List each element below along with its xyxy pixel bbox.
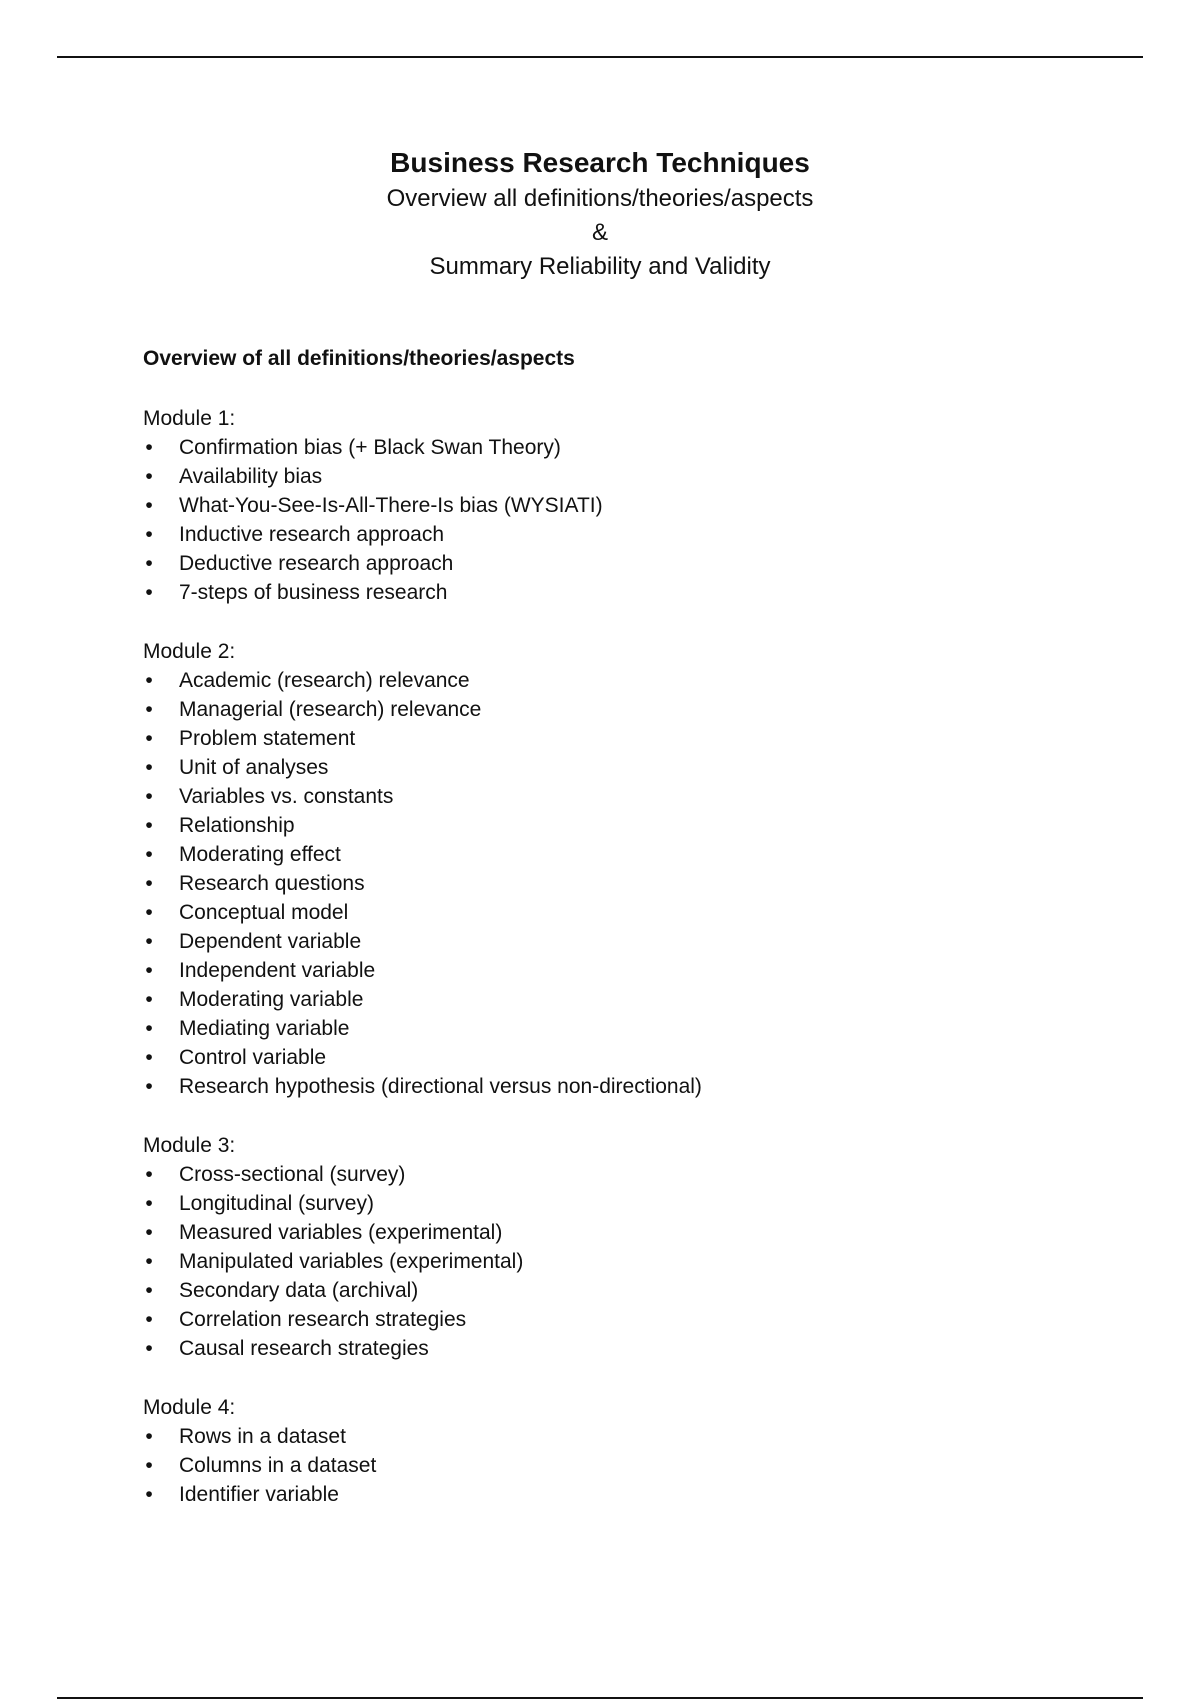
list-item	[143, 462, 1123, 491]
list-item	[143, 549, 1123, 578]
bullet-list	[143, 666, 1123, 1101]
list-item-text: Confirmation bias (+ Black Swan Theory)	[179, 436, 561, 459]
module-section	[143, 1131, 1123, 1363]
list-item	[143, 1480, 1123, 1509]
list-item	[143, 520, 1123, 549]
bullet-icon: •	[145, 1075, 153, 1098]
list-item-text: Variables vs. constants	[179, 785, 394, 808]
list-item	[143, 1072, 1123, 1101]
list-item-text: Causal research strategies	[179, 1337, 429, 1360]
list-item	[143, 491, 1123, 520]
module-title: Module 3:	[143, 1134, 236, 1157]
list-item-text: Relationship	[179, 814, 295, 837]
document-body	[143, 344, 1123, 1539]
bullet-icon: •	[145, 1279, 153, 1302]
bullet-icon: •	[145, 1192, 153, 1215]
bullet-icon: •	[145, 669, 153, 692]
list-item-text: Inductive research approach	[179, 523, 444, 546]
list-item	[143, 869, 1123, 898]
list-item	[143, 1422, 1123, 1451]
module-title: Module 1:	[143, 407, 236, 430]
list-item-text: Research questions	[179, 872, 365, 895]
bullet-icon: •	[145, 1163, 153, 1186]
list-item	[143, 1451, 1123, 1480]
list-item	[143, 753, 1123, 782]
list-item	[143, 578, 1123, 607]
header-rule	[57, 56, 1143, 58]
list-item	[143, 1276, 1123, 1305]
bullet-icon: •	[145, 727, 153, 750]
document-title: Business Research Techniques	[390, 147, 810, 178]
list-item-text: Control variable	[179, 1046, 327, 1069]
bullet-icon: •	[145, 1017, 153, 1040]
bullet-icon: •	[145, 959, 153, 982]
list-item	[143, 1014, 1123, 1043]
list-item	[143, 811, 1123, 840]
bullet-icon: •	[145, 872, 153, 895]
list-item	[143, 1160, 1123, 1189]
bullet-icon: •	[145, 494, 153, 517]
bullet-icon: •	[145, 930, 153, 953]
list-item-text: Cross-sectional (survey)	[179, 1163, 406, 1186]
bullet-icon: •	[145, 552, 153, 575]
bullet-icon: •	[145, 698, 153, 721]
list-item-text: Columns in a dataset	[179, 1454, 377, 1477]
document-subtitle-secondary: Summary Reliability and Validity	[429, 253, 771, 280]
list-item-text: Independent variable	[179, 959, 376, 982]
list-item-text: Availability bias	[179, 465, 323, 488]
list-item	[143, 724, 1123, 753]
list-item	[143, 927, 1123, 956]
list-item-text: 7-steps of business research	[179, 581, 448, 604]
bullet-icon: •	[145, 465, 153, 488]
footer-rule	[57, 1697, 1143, 1699]
module-section	[143, 1393, 1123, 1509]
module-title: Module 4:	[143, 1396, 236, 1419]
list-item-text: What-You-See-Is-All-There-Is bias (WYSIATI)	[179, 494, 603, 517]
bullet-icon: •	[145, 1337, 153, 1360]
bullet-icon: •	[145, 1425, 153, 1448]
list-item	[143, 433, 1123, 462]
list-item-text: Dependent variable	[179, 930, 362, 953]
list-item	[143, 956, 1123, 985]
list-item-text: Moderating variable	[179, 988, 364, 1011]
list-item-text: Manipulated variables (experimental)	[179, 1250, 524, 1273]
list-item-text: Secondary data (archival)	[179, 1279, 419, 1302]
list-item-text: Correlation research strategies	[179, 1308, 467, 1331]
list-item	[143, 695, 1123, 724]
list-item	[143, 840, 1123, 869]
bullet-icon: •	[145, 1221, 153, 1244]
document-subtitle: Overview all definitions/theories/aspects	[386, 185, 814, 212]
list-item	[143, 1334, 1123, 1363]
bullet-icon: •	[145, 1046, 153, 1069]
list-item-text: Measured variables (experimental)	[179, 1221, 503, 1244]
list-item-text: Identifier variable	[179, 1483, 339, 1506]
bullet-icon: •	[145, 436, 153, 459]
module-list	[143, 404, 1123, 1509]
list-item	[143, 1189, 1123, 1218]
list-item-text: Managerial (research) relevance	[179, 698, 482, 721]
bullet-icon: •	[145, 1308, 153, 1331]
list-item-text: Academic (research) relevance	[179, 669, 470, 692]
list-item	[143, 1043, 1123, 1072]
list-item-text: Research hypothesis (directional versus non-directional)	[179, 1075, 702, 1098]
bullet-icon: •	[145, 785, 153, 808]
list-item	[143, 898, 1123, 927]
list-item-text: Rows in a dataset	[179, 1425, 346, 1448]
bullet-icon: •	[145, 843, 153, 866]
list-item-text: Longitudinal (survey)	[179, 1192, 374, 1215]
list-item-text: Deductive research approach	[179, 552, 454, 575]
bullet-list	[143, 433, 1123, 607]
section-heading: Overview of all definitions/theories/aspects	[143, 347, 575, 370]
bullet-icon: •	[145, 1454, 153, 1477]
list-item-text: Moderating effect	[179, 843, 341, 866]
bullet-list	[143, 1422, 1123, 1509]
bullet-icon: •	[145, 814, 153, 837]
module-title: Module 2:	[143, 640, 236, 663]
bullet-icon: •	[145, 988, 153, 1011]
bullet-icon: •	[145, 581, 153, 604]
bullet-icon: •	[145, 1250, 153, 1273]
list-item-text: Mediating variable	[179, 1017, 350, 1040]
list-item	[143, 666, 1123, 695]
list-item	[143, 985, 1123, 1014]
bullet-icon: •	[145, 901, 153, 924]
list-item	[143, 1218, 1123, 1247]
module-section	[143, 637, 1123, 1101]
bullet-icon: •	[145, 523, 153, 546]
title-block	[0, 144, 1200, 284]
list-item-text: Problem statement	[179, 727, 356, 750]
bullet-icon: •	[145, 756, 153, 779]
bullet-icon: •	[145, 1483, 153, 1506]
list-item-text: Conceptual model	[179, 901, 349, 924]
subtitle-ampersand: &	[591, 219, 608, 246]
list-item-text: Unit of analyses	[179, 756, 329, 779]
list-item	[143, 782, 1123, 811]
list-item	[143, 1305, 1123, 1334]
bullet-list	[143, 1160, 1123, 1363]
list-item	[143, 1247, 1123, 1276]
module-section	[143, 404, 1123, 607]
